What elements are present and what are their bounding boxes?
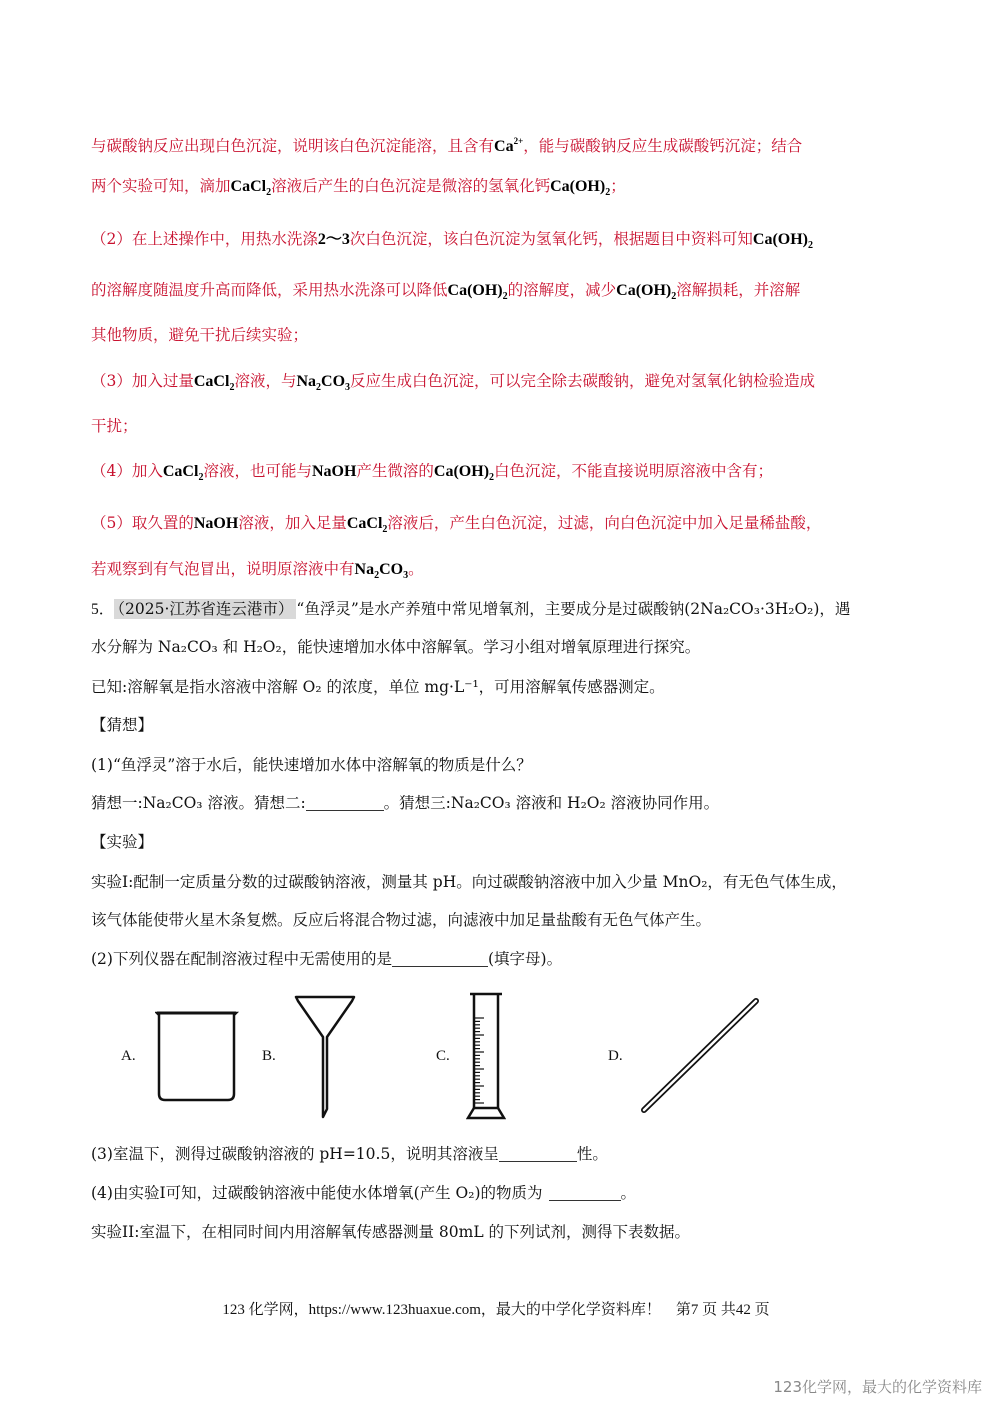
answer-blank[interactable]	[392, 950, 488, 967]
text: 白色沉淀，不能直接说明原溶液中含有；	[494, 462, 774, 480]
chem-formula: CaCl$_2$	[230, 178, 272, 198]
question-5-intro-2: 水分解为 Na₂CO₃ 和 H₂O₂，能快速增加水体中溶解氧。学习小组对增氧原理进行探究。	[91, 638, 701, 656]
chem-formula: $Na_2CO_3$	[296, 373, 351, 393]
guess-line	[91, 792, 719, 814]
answer-line-9	[91, 512, 821, 541]
text: 溶液，也可能与	[203, 462, 312, 480]
answer-blank[interactable]	[499, 1145, 577, 1162]
chem-formula: $Ca(OH)_2$	[433, 463, 495, 483]
answer-line-4	[91, 279, 800, 308]
sub-question-2	[91, 948, 562, 970]
experiment-1-a: 实验I:配制一定质量分数的过碳酸钠溶液，测量其 pH。向过碳酸钠溶液中加入少量 MnO₂，有无色气体生成，	[91, 873, 847, 891]
text: （4）加入	[91, 462, 163, 480]
sub-question-1: (1)“鱼浮灵”溶于水后，能快速增加水体中溶解氧的物质是什么？	[91, 756, 532, 774]
text: 若观察到有气泡冒出，说明原溶液中有	[91, 560, 355, 578]
text: (填字母)。	[487, 950, 563, 968]
answer-line-3	[91, 228, 813, 257]
text: 性。	[576, 1145, 608, 1163]
text: (4)由实验I可知，过碳酸钠溶液中能使水体增氧(产生 O₂)的物质为	[91, 1184, 543, 1202]
chem-formula: $Ca(OH)_2$	[616, 282, 677, 302]
sub-question-4	[91, 1182, 636, 1204]
text: “鱼浮灵”是水产养殖中常见增氧剂，主要成分是过碳酸钠(2Na₂CO₃·3H₂O₂)，遇	[296, 600, 851, 618]
answer-line-2	[91, 175, 626, 204]
text: 猜想一:Na₂CO₃ 溶液。猜想二:	[91, 794, 306, 812]
answer-line-5: 其他物质，避免干扰后续实验；	[91, 326, 309, 344]
text: 两个实验可知，滴加	[91, 177, 231, 195]
experiment-2: 实验II:室温下，在相同时间内用溶解氧传感器测量 80mL 的下列试剂，测得下表数据。	[91, 1223, 691, 1241]
page-number: 第7 页 共42 页	[675, 1302, 770, 1318]
text: 溶解损耗，并溶解	[676, 281, 801, 299]
experiment-1-b: 该气体能使带火星木条复燃。反应后将混合物过滤，向滤液中加足量盐酸有无色气体产生。	[91, 911, 712, 929]
beaker-icon	[155, 1008, 240, 1104]
chem-formula: CaCl$_2$	[346, 515, 388, 535]
footer-text: 123 化学网，https://www.123huaxue.com，最大的中学化学资料库！	[222, 1302, 661, 1318]
question-number: 5．	[91, 601, 115, 618]
chem-formula: CaCl$_2$	[162, 463, 204, 483]
text: （2）在上述操作中，用热水洗涤	[91, 230, 318, 248]
chem-formula: $Ca(OH)_2$	[752, 231, 814, 251]
text: ；	[610, 177, 626, 195]
question-5-intro-1	[91, 598, 850, 621]
option-c-label: C.	[436, 1048, 450, 1064]
text: 的溶解度随温度升高而降低，采用热水洗涤可以降低	[91, 281, 448, 299]
text: (2)下列仪器在配制溶液过程中无需使用的是	[91, 950, 392, 968]
chem-formula: NaOH	[311, 463, 357, 480]
chem-formula: $Ca(OH)_2$	[447, 282, 508, 302]
option-a-label: A.	[121, 1048, 136, 1064]
source-tag: （2025·江苏省连云港市）	[114, 599, 296, 619]
text: 。	[408, 560, 424, 578]
answer-line-1	[91, 130, 802, 158]
funnel-icon	[292, 993, 358, 1119]
text: ，能与碳酸钠反应生成碳酸钙沉淀；结合	[523, 137, 803, 155]
chem-formula: $Na_2CO_3$	[354, 561, 409, 581]
answer-blank[interactable]	[549, 1184, 621, 1201]
answer-line-10	[91, 558, 424, 587]
chem-formula: CaCl$_2$	[193, 373, 235, 393]
text: 反应生成白色沉淀，可以完全除去碳酸钠，避免对氢氧化钠检验造成	[350, 372, 816, 390]
text: 的溶解度，减少	[507, 281, 617, 299]
text: 溶液后产生的白色沉淀是微溶的氢氧化钙	[271, 177, 551, 195]
text: 。	[620, 1184, 637, 1202]
heading-guess: 【猜想】	[91, 716, 154, 734]
text: （5）取久置的	[91, 514, 194, 532]
text: 。猜想三:Na₂CO₃ 溶液和 H₂O₂ 溶液协同作用。	[383, 794, 720, 812]
chem-formula: $Ca(OH)_2$	[550, 178, 611, 198]
text: 溶液，与	[234, 372, 297, 390]
option-d-label: D.	[608, 1048, 623, 1064]
chem-formula: NaOH	[193, 515, 239, 532]
answer-blank[interactable]	[306, 794, 384, 811]
text: (3)室温下，测得过碳酸钠溶液的 pH=10.5，说明其溶液呈	[91, 1145, 499, 1163]
range: 2～3	[317, 231, 350, 248]
page-footer	[0, 1298, 992, 1319]
text: 溶液后，产生白色沉淀，过滤，向白色沉淀中加入足量稀盐酸，	[387, 514, 822, 532]
answer-line-8	[91, 460, 773, 489]
text: 产生微溶的	[356, 462, 434, 480]
text: 次白色沉淀，该白色沉淀为氢氧化钙，根据题目中资料可知	[349, 230, 753, 248]
known-info: 已知:溶解氧是指水溶液中溶解 O₂ 的浓度，单位 mg·L⁻¹，可用溶解氧传感器测定。	[91, 678, 665, 696]
heading-experiment: 【实验】	[91, 833, 154, 851]
graduated-cylinder-icon	[466, 990, 506, 1122]
answer-line-6	[91, 370, 815, 399]
text: （3）加入过量	[91, 372, 194, 390]
watermark: 123化学网，最大的化学资料库	[773, 1378, 982, 1396]
sub-question-3	[91, 1143, 608, 1165]
glass-rod-icon	[638, 995, 762, 1117]
chem-ion: $Ca^{2+}$	[494, 136, 524, 155]
answer-line-7: 干扰；	[91, 417, 138, 435]
text: 溶液，加入足量	[238, 514, 347, 532]
text: 与碳酸钠反应出现白色沉淀，说明该白色沉淀能溶，且含有	[91, 137, 495, 155]
option-b-label: B.	[262, 1048, 276, 1064]
